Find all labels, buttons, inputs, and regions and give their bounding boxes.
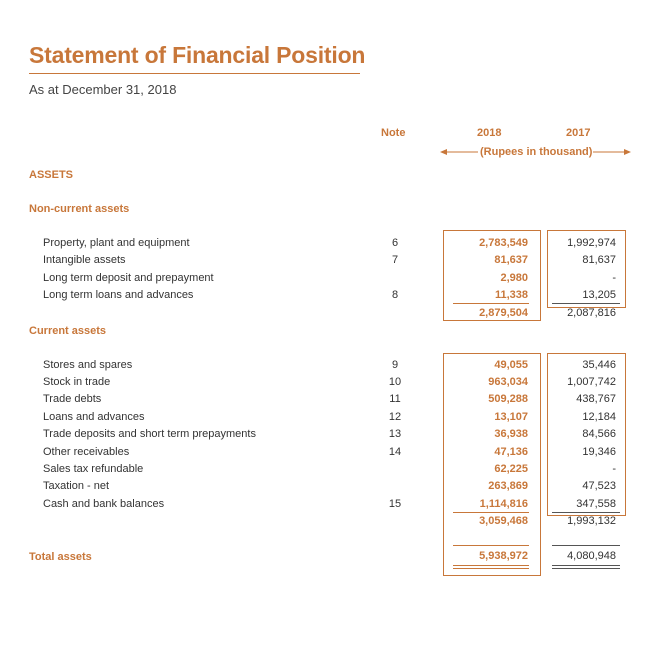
subtotal-rule-2017	[552, 303, 620, 304]
row-value-2017: -	[612, 463, 616, 475]
subtotal-rule-2018	[453, 512, 529, 513]
current-total-2017: 1,993,132	[567, 515, 616, 527]
row-label: Stock in trade	[43, 376, 111, 388]
row-value-2018: 47,136	[494, 446, 528, 458]
row-value-2018: 963,034	[488, 376, 528, 388]
row-value-2018: 62,225	[494, 463, 528, 475]
row-value-2018: 11,338	[494, 289, 528, 301]
row-note: 9	[391, 359, 399, 371]
total-assets-label: Total assets	[29, 551, 92, 563]
assets-heading: ASSETS	[29, 169, 74, 181]
row-note: 11	[389, 393, 401, 405]
row-value-2018: 509,288	[488, 393, 528, 405]
row-note: 8	[391, 289, 399, 301]
subtotal-rule-2018	[453, 303, 529, 304]
non-current-total-2017: 2,087,816	[567, 307, 616, 319]
row-value-2017: 47,523	[582, 480, 616, 492]
row-label: Stores and spares	[43, 359, 133, 371]
row-label: Long term deposit and prepayment	[43, 272, 214, 284]
row-value-2017: 1,992,974	[567, 237, 616, 249]
row-value-2017: 1,007,742	[567, 376, 616, 388]
row-label: Other receivables	[43, 446, 130, 458]
total-assets-2018: 5,938,972	[479, 550, 528, 562]
row-label: Trade deposits and short term prepayments	[43, 428, 256, 440]
row-note: 10	[388, 376, 402, 388]
row-label: Trade debts	[43, 393, 102, 405]
row-value-2018: 263,869	[488, 480, 528, 492]
row-label: Intangible assets	[43, 254, 126, 266]
row-value-2018: 49,055	[494, 359, 528, 371]
row-value-2018: 13,107	[494, 411, 528, 423]
row-value-2017: 438,767	[576, 393, 616, 405]
row-label: Long term loans and advances	[43, 289, 194, 301]
row-label: Taxation - net	[43, 480, 110, 492]
non-current-assets-heading: Non-current assets	[29, 203, 130, 215]
total-assets-2017: 4,080,948	[567, 550, 616, 562]
page-title: Statement of Financial Position	[29, 42, 366, 68]
year-2018-header: 2018	[477, 127, 502, 139]
current-assets-heading: Current assets	[29, 325, 107, 337]
row-value-2018: 2,783,549	[479, 237, 528, 249]
row-label: Sales tax refundable	[43, 463, 144, 475]
row-note: 7	[391, 254, 399, 266]
row-value-2018: 81,637	[494, 254, 528, 266]
note-column-header: Note	[381, 127, 406, 139]
row-value-2017: -	[612, 272, 616, 284]
row-note: 15	[388, 498, 402, 510]
total-top-rule-2017	[552, 545, 620, 546]
row-value-2017: 13,205	[582, 289, 616, 301]
arrow-left-icon	[440, 149, 447, 155]
total-top-rule-2018	[453, 545, 529, 546]
total-double-rule-2017-a	[552, 565, 620, 566]
row-value-2018: 1,114,816	[479, 498, 528, 510]
page-subtitle: As at December 31, 2018	[29, 82, 177, 97]
row-value-2017: 12,184	[582, 411, 616, 423]
row-value-2017: 35,446	[582, 359, 616, 371]
year-2017-header: 2017	[566, 127, 591, 139]
arrow-right-icon	[624, 149, 631, 155]
row-note: 12	[388, 411, 402, 423]
row-label: Cash and bank balances	[43, 498, 165, 510]
non-current-total-2018: 2,879,504	[479, 307, 528, 319]
row-value-2017: 81,637	[582, 254, 616, 266]
row-label: Loans and advances	[43, 411, 145, 423]
row-value-2018: 2,980	[500, 272, 528, 284]
row-value-2018: 36,938	[494, 428, 528, 440]
row-note: 13	[388, 428, 402, 440]
row-note: 14	[388, 446, 402, 458]
row-value-2017: 19,346	[582, 446, 616, 458]
total-double-rule-2018-b	[453, 568, 529, 569]
row-label: Property, plant and equipment	[43, 237, 190, 249]
unit-label: (Rupees in thousand)	[480, 146, 593, 158]
title-underline	[29, 73, 360, 74]
subtotal-rule-2017	[552, 512, 620, 513]
total-double-rule-2018-a	[453, 565, 529, 566]
row-note: 6	[391, 237, 399, 249]
row-value-2017: 84,566	[582, 428, 616, 440]
total-double-rule-2017-b	[552, 568, 620, 569]
row-value-2017: 347,558	[576, 498, 616, 510]
current-total-2018: 3,059,468	[479, 515, 528, 527]
